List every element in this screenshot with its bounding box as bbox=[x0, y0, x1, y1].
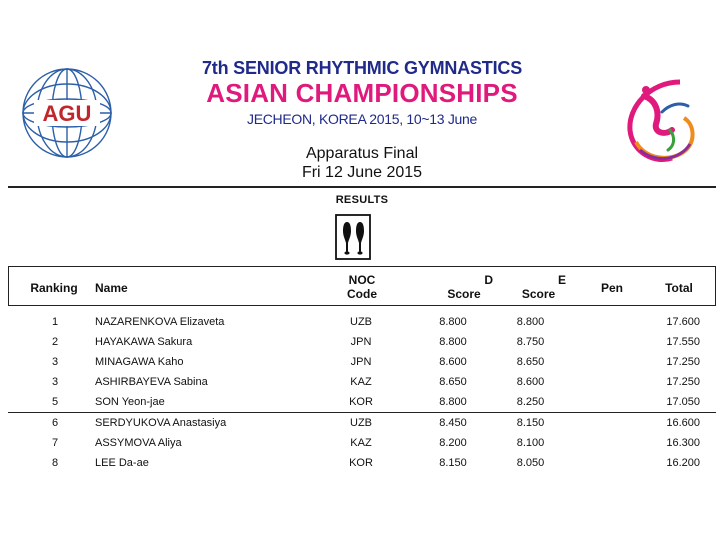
total-cell: 17.050 bbox=[666, 396, 700, 408]
e-score-cell: 8.250 bbox=[516, 396, 545, 408]
e-score-cell: 8.150 bbox=[516, 417, 545, 429]
noc-cell: UZB bbox=[350, 316, 372, 328]
event-title-line1: 7th SENIOR RHYTHMIC GYMNASTICS bbox=[201, 58, 522, 78]
col-e-score: E Score bbox=[521, 273, 566, 301]
col-noc: NOC Code bbox=[347, 273, 377, 301]
name-cell: ASSYMOVA Aliya bbox=[95, 437, 182, 449]
table-header bbox=[8, 266, 716, 306]
col-d-score: D Score bbox=[447, 273, 493, 301]
noc-cell: KAZ bbox=[350, 376, 372, 388]
name-cell: MINAGAWA Kaho bbox=[95, 356, 184, 368]
table-row bbox=[8, 433, 716, 453]
table-row bbox=[8, 392, 716, 412]
rank-cell: 2 bbox=[51, 336, 59, 348]
d-score-cell: 8.650 bbox=[439, 376, 467, 388]
col-ranking: Ranking bbox=[30, 281, 78, 295]
table-row bbox=[8, 352, 716, 372]
table-body bbox=[8, 312, 716, 473]
rank-cell: 5 bbox=[51, 396, 59, 408]
total-cell: 16.600 bbox=[666, 417, 700, 429]
table-row bbox=[8, 312, 716, 332]
d-score-cell: 8.150 bbox=[439, 457, 467, 469]
d-score-cell: 8.200 bbox=[439, 437, 467, 449]
name-cell: SON Yeon-jae bbox=[95, 396, 165, 408]
name-cell: LEE Da-ae bbox=[95, 457, 149, 469]
col-pen: Pen bbox=[600, 281, 623, 295]
name-cell: SERDYUKOVA Anastasiya bbox=[95, 417, 227, 429]
rank-cell: 7 bbox=[51, 437, 59, 449]
table-row bbox=[8, 372, 716, 392]
table-row bbox=[8, 453, 716, 473]
name-cell: NAZARENKOVA Elizaveta bbox=[95, 316, 225, 328]
noc-cell: JPN bbox=[350, 336, 372, 348]
e-score-cell: 8.600 bbox=[516, 376, 545, 388]
total-cell: 17.600 bbox=[666, 316, 700, 328]
rank-cell: 6 bbox=[51, 417, 59, 429]
noc-cell: KOR bbox=[349, 457, 373, 469]
d-score-cell: 8.450 bbox=[439, 417, 467, 429]
name-cell: ASHIRBAYEVA Sabina bbox=[95, 376, 208, 388]
rank-cell: 8 bbox=[51, 457, 59, 469]
d-score-cell: 8.800 bbox=[439, 316, 467, 328]
col-name: Name bbox=[95, 281, 128, 295]
total-cell: 17.250 bbox=[666, 376, 700, 388]
results-table bbox=[8, 266, 716, 473]
table-row bbox=[8, 332, 716, 352]
rank-cell: 3 bbox=[51, 376, 59, 388]
noc-cell: KAZ bbox=[350, 437, 372, 449]
e-score-cell: 8.100 bbox=[516, 437, 545, 449]
clubs-icon bbox=[335, 214, 371, 260]
noc-cell: KOR bbox=[349, 396, 373, 408]
e-score-cell: 8.750 bbox=[516, 336, 545, 348]
total-cell: 16.300 bbox=[666, 437, 700, 449]
e-score-cell: 8.800 bbox=[516, 316, 545, 328]
agu-logo-text: AGU bbox=[42, 101, 92, 126]
event-location-date: JECHEON, KOREA 2015, 10~13 June bbox=[247, 111, 477, 127]
total-cell: 17.550 bbox=[666, 336, 700, 348]
e-score-cell: 8.050 bbox=[516, 457, 545, 469]
total-cell: 17.250 bbox=[666, 356, 700, 368]
session-date: Fri 12 June 2015 bbox=[301, 164, 423, 181]
d-score-cell: 8.800 bbox=[439, 396, 467, 408]
table-row bbox=[8, 413, 716, 433]
d-score-cell: 8.800 bbox=[439, 336, 467, 348]
session-title: Apparatus Final bbox=[305, 145, 419, 162]
rank-cell: 3 bbox=[51, 356, 59, 368]
noc-cell: UZB bbox=[350, 417, 372, 429]
col-total: Total bbox=[665, 281, 693, 295]
noc-cell: JPN bbox=[350, 356, 372, 368]
d-score-cell: 8.600 bbox=[439, 356, 467, 368]
total-cell: 16.200 bbox=[666, 457, 700, 469]
rank-cell: 1 bbox=[51, 316, 59, 328]
results-label: RESULTS bbox=[335, 194, 389, 206]
e-score-cell: 8.650 bbox=[516, 356, 545, 368]
event-title-line2: ASIAN CHAMPIONSHIPS bbox=[206, 78, 518, 108]
header-divider bbox=[8, 186, 716, 188]
name-cell: HAYAKAWA Sakura bbox=[95, 336, 193, 348]
